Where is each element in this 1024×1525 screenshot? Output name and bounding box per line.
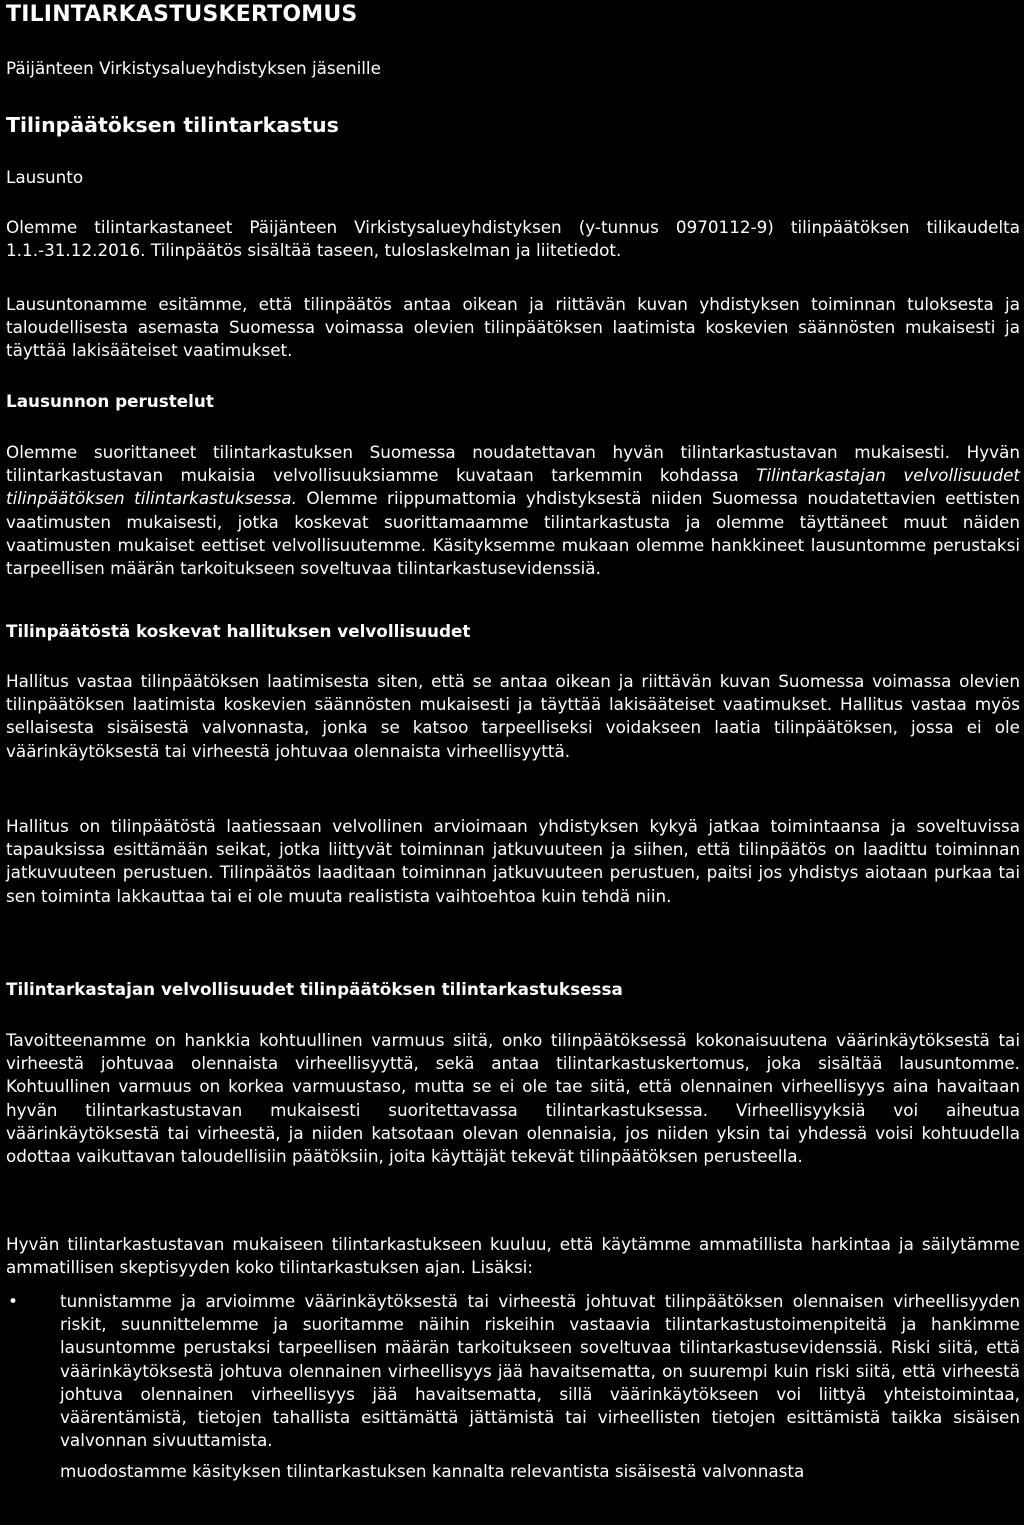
list-item-text: muodostamme käsityksen tilintarkastuksen kannalta relevantista sisäisestä valvonnasta [60, 1461, 805, 1482]
perustelut-emphasis: Tilintarkastajan velvollisuudet tilinpäätöksen tilintarkastuksessa. [6, 465, 1020, 509]
tilintarkastaja-paragraph-1: Tavoitteenamme on hankkia kohtuullinen varmuus siitä, onko tilinpäätöksessä kokonaisuutena väärinkäytöksestä tai virheestä johtuvaa olennaista virheellisyyttä, sekä antaa tilintarkastuskertomus, joka sisältää lausuntomme. Kohtuullinen varmuus on korkea varmuustaso, mutta se ei ole tae siitä, että olennainen virheellisyys aina havaitaan hyvän tilintarkastustavan mukaisesti suoritettavassa tilintarkastuksessa. Virheellisyyksiä voi aiheutua väärinkäytöksestä tai virheestä, ja niiden katsotaan olevan olennaisia, jos niiden yksin tai yhdessä voisi kohtuudella odottaa vaikuttavan taloudellisiin päätöksiin, joita käyttäjät tekevät tilinpäätöksen perusteella. [6, 1030, 1020, 1167]
list-item [6, 1460, 1020, 1483]
section-heading: Tilinpäätöksen tilintarkastus [6, 113, 339, 137]
list-item-text: tunnistamme ja arvioimme väärinkäytöksestä tai virheestä johtuvat tilinpäätöksen olennaisen virheellisyyden riskit, suunnittelemme ja suoritamme näihin riskeihin vastaavia tilintarkastustoimenpiteitä ja hankimme lausuntomme perustaksi tarpeellisen määrän tarkoitukseen soveltuvaa tilintarkastusevidenssiä. Riski siitä, että väärinkäytöksestä johtuva olennainen virheellisyys jää havaitsematta, on suurempi kuin riski siitä, että virheestä johtuva olennainen virheellisyys jää havaitsematta, sillä väärinkäytökseen voi liittyä yhteistoimintaa, väärentämistä, tietojen tahallista esittämättä jättämistä tai virheellisten tietojen esittämistä taikka sisäisen valvonnan sivuuttamista. [60, 1291, 1020, 1451]
document-title: TILINTARKASTUSKERTOMUS [6, 2, 358, 27]
perustelut-text-a: Olemme suorittaneet tilintarkastuksen Suomessa noudatettavan hyvän tilintarkastustavan mukaisesti. Hyvän tilintarkastustavan mukaisia velvollisuuksiamme kuvataan tarkemmin kohdassa [6, 442, 1020, 486]
responsibility-list [6, 1290, 1020, 1492]
list-item [6, 1290, 1020, 1452]
perustelut-paragraph [6, 441, 1020, 580]
tilintarkastaja-heading: Tilintarkastajan velvollisuudet tilinpäätöksen tilintarkastuksessa [6, 979, 623, 999]
perustelut-heading: Lausunnon perustelut [6, 391, 214, 411]
bullet-icon: • [8, 1291, 18, 1311]
lausunto-paragraph-1: Olemme tilintarkastaneet Päijänteen Virkistysalueyhdistyksen (y-tunnus 0970112-9) tilinpäätöksen tilikaudelta 1.1.-31.12.2016. Tilinpäätös sisältää taseen, tuloslaskelman ja liitetiedot. [6, 217, 1020, 261]
perustelut-text-b: Olemme riippumattomia yhdistyksestä niiden Suomessa noudatettavien eettisten vaatimusten mukaisesti, jotka koskevat suorittamaamme tilintarkastusta ja olemme täyttäneet muut näiden vaatimusten mukaiset eettiset velvollisuutemme. Käsityksemme mukaan olemme hankkineet lausuntomme perustaksi tarpeellisen määrän tarkoitukseen soveltuvaa tilintarkastusevidenssiä. [6, 488, 1020, 579]
hallitus-paragraph-2: Hallitus on tilinpäätöstä laatiessaan velvollinen arvioimaan yhdistyksen kykyä jatkaa toimintaansa ja soveltuvissa tapauksissa esittämään seikat, jotka liittyvät toiminnan jatkuvuuteen ja siihen, että tilinpäätös on laadittu toiminnan jatkuvuuteen perustuen. Tilinpäätös laaditaan toiminnan jatkuvuuteen perustuen, paitsi jos yhdistys aiotaan purkaa tai sen toiminta lakkauttaa tai ei ole muuta realistista vaihtoehtoa kuin tehdä niin. [6, 816, 1020, 906]
lausunto-paragraph-2: Lausuntonamme esitämme, että tilinpäätös antaa oikean ja riittävän kuvan yhdistyksen toiminnan tuloksesta ja taloudellisesta asemasta Suomessa voimassa olevien tilinpäätöksen laatimista koskevien säännösten mukaisesti ja täyttää lakisääteiset vaatimukset. [6, 294, 1020, 361]
tilintarkastaja-paragraph-2: Hyvän tilintarkastustavan mukaiseen tilintarkastukseen kuuluu, että käytämme ammatillista harkintaa ja säilytämme ammatillisen skeptisyyden koko tilintarkastuksen ajan. Lisäksi: [6, 1234, 1020, 1278]
hallitus-heading: Tilinpäätöstä koskevat hallituksen velvollisuudet [6, 621, 471, 641]
recipient-line: Päijänteen Virkistysalueyhdistyksen jäsenille [6, 58, 381, 78]
hallitus-paragraph-1: Hallitus vastaa tilinpäätöksen laatimisesta siten, että se antaa oikean ja riittävän kuvan Suomessa voimassa olevien tilinpäätöksen laatimista koskevien säännösten mukaisesti ja täyttää lakisääteiset vaatimukset. Hallitus vastaa myös sellaisesta sisäisestä valvonnasta, jonka se katsoo tarpeelliseksi voidakseen laatia tilinpäätöksen, jossa ei ole väärinkäytöksestä tai virheestä johtuvaa olennaista virheellisyyttä. [6, 671, 1020, 761]
lausunto-heading: Lausunto [6, 167, 84, 187]
